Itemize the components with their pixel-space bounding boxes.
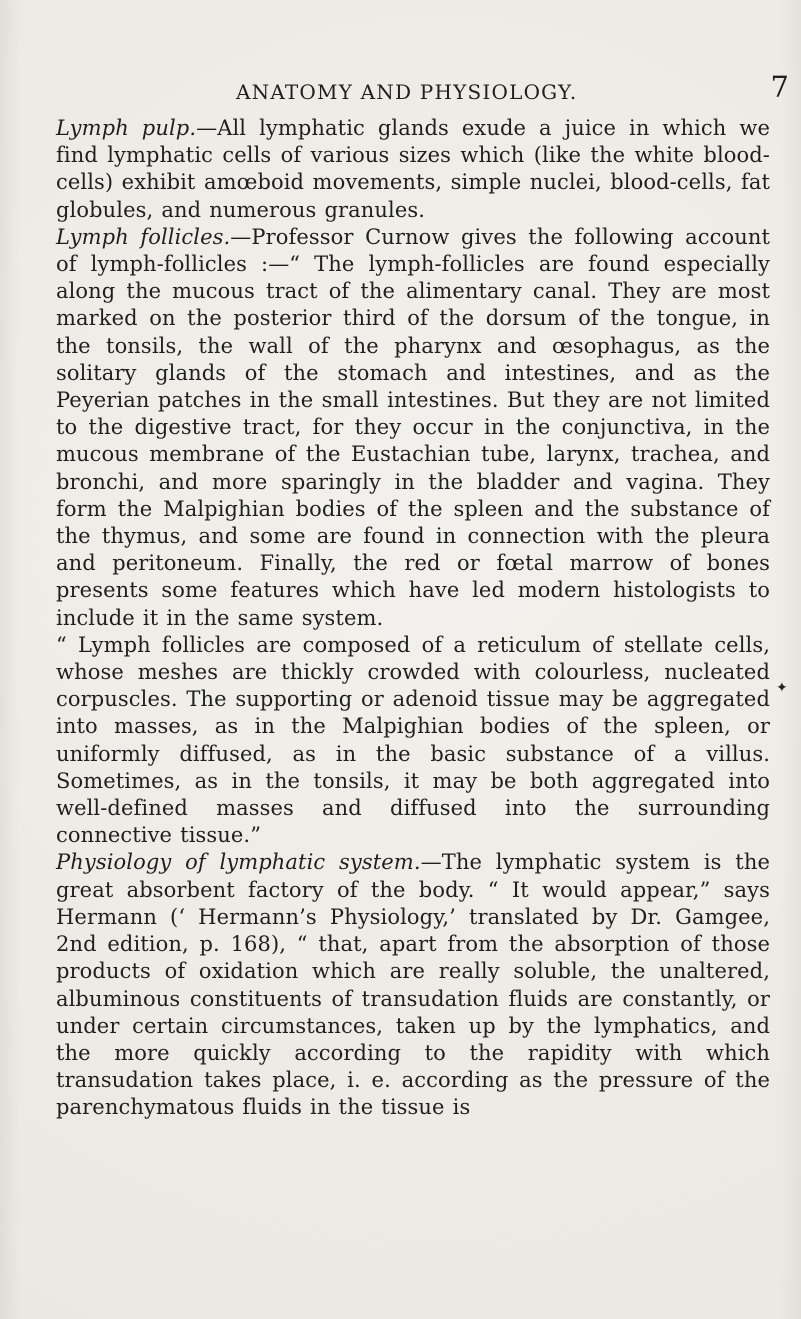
paragraph-text: “ Lymph follicles are composed of a reticulum of stellate cells, whose meshes are thickly crowded with colourless, nucleated corpuscles. The supporting or adenoid tissue may be aggregated into masses, as in the Malpighian bodies of the spleen, or uniformly diffused, as in the basic substance of a villus. Sometimes, as in the tonsils, it may be both aggregated into well-defined masses and diffused into the surrounding connective tissue.”	[56, 632, 770, 848]
section-title: Physiology of lymphatic system.	[56, 850, 421, 875]
page-number: 7	[770, 70, 789, 104]
paragraph-physiology	[56, 849, 770, 1121]
paragraph-text: —The lymphatic system is the great absorbent factory of the body. “ It would appear,” says Hermann (‘ Hermann’s Physiology,’ translated by Dr. Gamgee, 2nd edition, p. 168), “ that, apart from the absorption of those products of oxidation which are really soluble, the unaltered, albuminous constituents of transudation fluids are constantly, or under certain circumstances, taken up by the lymphatics, and the more quickly according to the rapidity with which transudation takes place, i. e. according as the pressure of the parenchymatous fluids in the tissue is	[56, 850, 770, 1120]
running-head	[0, 70, 801, 108]
paragraph-lymph-follicles	[56, 224, 770, 632]
paragraph-text: —Professor Curnow gives the following account of lymph-follicles :—“ The lymph-follicles are found especially along the mucous tract of the alimentary canal. They are most marked on the posterior third of the dorsum of the tongue, in the tonsils, the wall of the pharynx and œsophagus, as the solitary glands of the stomach and intestines, and as the Peyerian patches in the small intestines. But they are not limited to the digestive tract, for they occur in the conjunctiva, in the mucous membrane of the Eustachian tube, larynx, trachea, and bronchi, and more sparingly in the bladder and vagina. They form the Malpighian bodies of the spleen and the substance of the thymus, and some are found in connection with the pleura and peritoneum. Finally, the red or fœtal marrow of bones presents some features which have led modern histologists to include it in the same system.	[56, 224, 770, 630]
paragraph-text: —All lymphatic glands exude a juice in which we find lymphatic cells of various sizes which (like the white blood-cells) exhibit amœboid movements, simple nuclei, blood-cells, fat globules, and numerous granules.	[56, 116, 770, 222]
section-title: Lymph pulp.	[56, 116, 197, 140]
running-title: ANATOMY AND PHYSIOLOGY.	[236, 80, 578, 104]
margin-mark-icon: ✦	[776, 680, 788, 696]
section-title: Lymph follicles.	[56, 224, 231, 249]
paragraph-quotation	[56, 632, 770, 850]
body-text	[56, 115, 770, 1122]
paragraph-lymph-pulp	[56, 115, 770, 224]
